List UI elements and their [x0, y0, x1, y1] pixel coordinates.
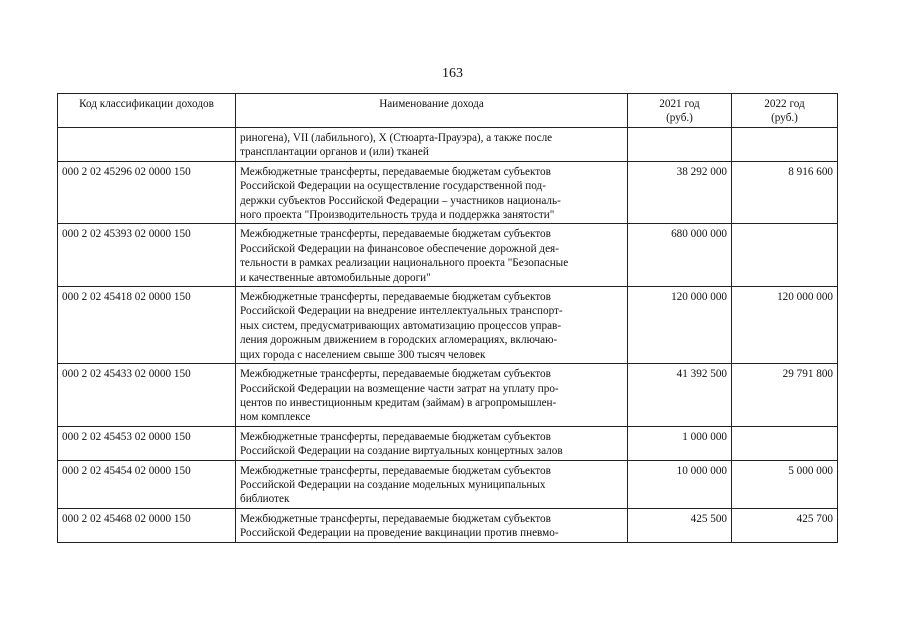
header-code: Код классификации доходов	[58, 94, 236, 128]
table-row	[58, 161, 838, 224]
cell-name-line: библиотек	[240, 493, 290, 506]
table-row	[58, 460, 838, 508]
header-year-2022	[732, 94, 838, 128]
cell-name	[236, 364, 628, 427]
cell-code: 000 2 02 45454 02 0000 150	[58, 460, 236, 508]
header-year-2022-unit: (руб.)	[771, 112, 798, 125]
header-year-2021-unit: (руб.)	[666, 112, 693, 125]
table-header-row	[58, 94, 838, 128]
cell-amount-2021: 1 000 000	[628, 426, 732, 460]
cell-amount-2022: 425 700	[732, 508, 838, 542]
cell-name-line: риногена), VII (лабильного), X (Стюарта-Прауэра), а также после	[240, 132, 553, 144]
cell-amount-2021	[628, 128, 732, 162]
cell-name-line: Российской Федерации на финансовое обеспечение дорожной дея-	[240, 242, 559, 255]
cell-amount-2021: 38 292 000	[628, 161, 732, 224]
cell-name-line: Российской Федерации на осуществление государственной под-	[240, 180, 546, 193]
cell-amount-2022: 120 000 000	[732, 287, 838, 364]
page-number: 163	[442, 66, 463, 81]
header-year-2022-label: 2022 год	[764, 98, 805, 110]
cell-name-line: центов по инвестиционным кредитам (займам) в агропромышлен-	[240, 396, 557, 409]
cell-name	[236, 128, 628, 162]
cell-name-line: Российской Федерации на проведение вакцинации против пневмо-	[240, 527, 559, 540]
cell-name-line: ного проекта "Производительность труда и поддержка занятости"	[240, 209, 555, 222]
cell-code	[58, 128, 236, 162]
cell-name-line: ления дорожным движением в городских агломерациях, включаю-	[240, 334, 558, 347]
cell-name-line: ном комплексе	[240, 411, 311, 424]
cell-name-line: Российской Федерации на создание модельных муниципальных	[240, 478, 546, 491]
cell-name-line: Межбюджетные трансферты, передаваемые бюджетам субъектов	[240, 368, 551, 381]
cell-name	[236, 508, 628, 542]
cell-amount-2022: 8 916 600	[732, 161, 838, 224]
cell-name-line: Межбюджетные трансферты, передаваемые бюджетам субъектов	[240, 512, 551, 525]
cell-name-line: ных систем, предусматривающих автоматизацию процессов управ-	[240, 319, 562, 332]
cell-amount-2022	[732, 224, 838, 287]
cell-name	[236, 460, 628, 508]
revenue-table	[57, 93, 838, 543]
cell-name-line: трансплантации органов и (или) тканей	[240, 146, 429, 159]
cell-name-line: Российской Федерации на создание виртуальных концертных залов	[240, 445, 563, 458]
table-row	[58, 508, 838, 542]
cell-name	[236, 287, 628, 364]
cell-name	[236, 426, 628, 460]
header-year-2021-label: 2021 год	[659, 98, 700, 110]
cell-amount-2021: 120 000 000	[628, 287, 732, 364]
table-body	[58, 128, 838, 543]
table-row	[58, 224, 838, 287]
table-row	[58, 128, 838, 162]
cell-name-line: и качественные автомобильные дороги"	[240, 271, 431, 284]
cell-amount-2022: 29 791 800	[732, 364, 838, 427]
cell-code: 000 2 02 45418 02 0000 150	[58, 287, 236, 364]
cell-name-line: Российской Федерации на возмещение части затрат на уплату про-	[240, 382, 559, 395]
table-row	[58, 364, 838, 427]
header-year-2021	[628, 94, 732, 128]
table-row	[58, 287, 838, 364]
cell-amount-2022: 5 000 000	[732, 460, 838, 508]
cell-name-line: Межбюджетные трансферты, передаваемые бюджетам субъектов	[240, 464, 551, 477]
header-name: Наименование дохода	[236, 94, 628, 128]
cell-code: 000 2 02 45393 02 0000 150	[58, 224, 236, 287]
cell-code: 000 2 02 45296 02 0000 150	[58, 161, 236, 224]
cell-amount-2022	[732, 128, 838, 162]
cell-name	[236, 161, 628, 224]
cell-name-line: Межбюджетные трансферты, передаваемые бюджетам субъектов	[240, 228, 551, 241]
cell-code: 000 2 02 45453 02 0000 150	[58, 426, 236, 460]
cell-name-line: щих города с населением свыше 300 тысяч человек	[240, 348, 486, 361]
cell-amount-2021: 425 500	[628, 508, 732, 542]
cell-name-line: Межбюджетные трансферты, передаваемые бюджетам субъектов	[240, 430, 551, 443]
cell-name-line: тельности в рамках реализации национального проекта "Безопасные	[240, 257, 569, 270]
cell-code: 000 2 02 45468 02 0000 150	[58, 508, 236, 542]
cell-name-line: Межбюджетные трансферты, передаваемые бюджетам субъектов	[240, 165, 551, 178]
cell-amount-2021: 680 000 000	[628, 224, 732, 287]
cell-amount-2021: 41 392 500	[628, 364, 732, 427]
cell-name-line: держки субъектов Российской Федерации – участников националь-	[240, 194, 561, 207]
cell-code: 000 2 02 45433 02 0000 150	[58, 364, 236, 427]
cell-name-line: Межбюджетные трансферты, передаваемые бюджетам субъектов	[240, 291, 551, 304]
cell-name-line: Российской Федерации на внедрение интеллектуальных транспорт-	[240, 305, 563, 318]
cell-amount-2021: 10 000 000	[628, 460, 732, 508]
table-row	[58, 426, 838, 460]
cell-name	[236, 224, 628, 287]
cell-amount-2022	[732, 426, 838, 460]
